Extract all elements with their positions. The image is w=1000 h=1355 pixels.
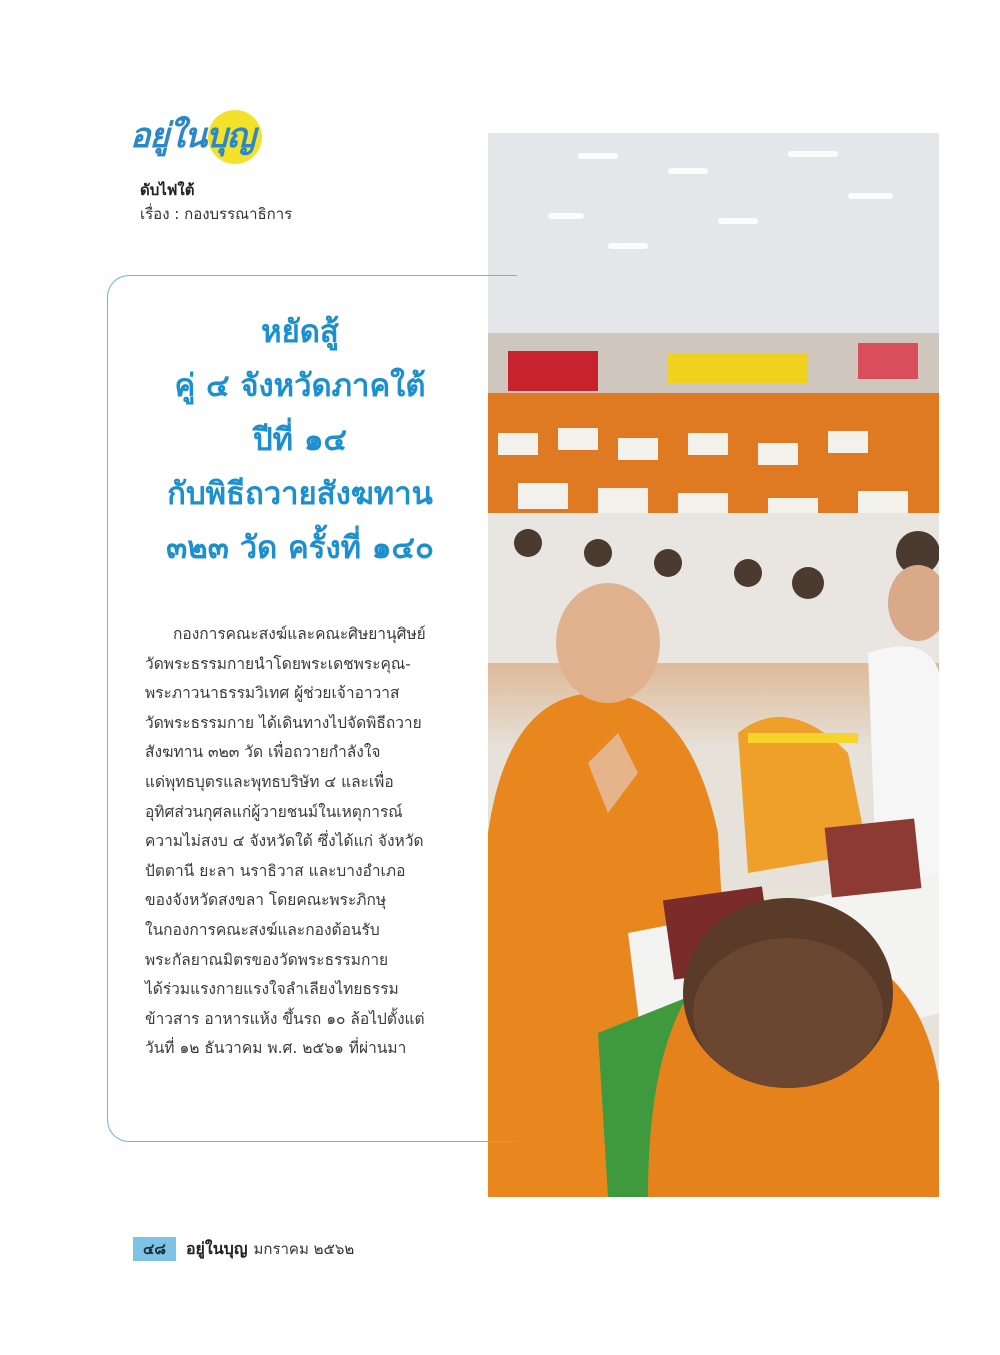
body-line: กองการคณะสงฆ์และคณะศิษยานุศิษย์ bbox=[173, 625, 426, 643]
page-footer bbox=[133, 1237, 354, 1261]
article-photo bbox=[488, 133, 939, 1197]
byline: เรื่อง : กองบรรณาธิการ bbox=[140, 205, 293, 223]
page-number: ๔๘ bbox=[133, 1237, 176, 1261]
body-line: วัดพระธรรมกายนำโดยพระเดชพระคุณ- bbox=[145, 654, 411, 673]
headline-line: กับพิธีถวายสังฆทาน bbox=[167, 476, 433, 512]
issue-date: มกราคม ๒๕๖๒ bbox=[253, 1240, 355, 1258]
body-line: ความไม่สงบ ๔ จังหวัดใต้ ซึ่งได้แก่ จังหวัด bbox=[145, 832, 424, 851]
article-body bbox=[145, 620, 457, 1064]
body-line: ข้าวสาร อาหารแห้ง ขึ้นรถ ๑๐ ล้อไปตั้งแต่ bbox=[145, 1009, 425, 1028]
body-line: พระกัลยาณมิตรของวัดพระธรรมกาย bbox=[145, 950, 389, 969]
magazine-logo bbox=[130, 102, 260, 162]
body-line: วันที่ ๑๒ ธันวาคม พ.ศ. ๒๕๖๑ ที่ผ่านมา bbox=[145, 1039, 407, 1058]
magazine-name: อยู่ในบุญ bbox=[185, 1238, 248, 1258]
body-line: ของจังหวัดสงขลา โดยคณะพระภิกษุ bbox=[145, 891, 387, 910]
body-line: พระภาวนาธรรมวิเทศ ผู้ช่วยเจ้าอาวาส bbox=[145, 684, 400, 703]
body-line: ในกองการคณะสงฆ์และกองต้อนรับ bbox=[145, 920, 380, 939]
headline-line: คู่ ๔ จังหวัดภาคใต้ bbox=[174, 368, 426, 404]
body-line: อุทิศส่วนกุศลแก่ผู้วายชนม์ในเหตุการณ์ bbox=[145, 802, 403, 821]
body-line: ได้ร่วมแรงกายแรงใจลำเลียงไทยธรรม bbox=[145, 980, 399, 999]
logo-text: อยู่ในบุญ bbox=[130, 116, 255, 156]
headline-line: ปีที่ ๑๔ bbox=[252, 422, 348, 458]
headline-line: ๓๒๓ วัด ครั้งที่ ๑๔๐ bbox=[166, 530, 434, 566]
body-line: วัดพระธรรมกาย ได้เดินทางไปจัดพิธีถวาย bbox=[145, 713, 422, 732]
body-line: ปัตตานี ยะลา นราธิวาส และบางอำเภอ bbox=[145, 861, 406, 880]
body-line: สังฆทาน ๓๒๓ วัด เพื่อถวายกำลังใจ bbox=[145, 743, 381, 762]
section-label: ดับไฟใต้ bbox=[140, 181, 195, 199]
headline-line: หยัดสู้ bbox=[261, 314, 339, 350]
body-line: แด่พุทธบุตรและพุทธบริษัท ๔ และเพื่อ bbox=[145, 772, 394, 791]
headline bbox=[115, 305, 485, 575]
monks-photo-icon bbox=[488, 133, 939, 1197]
